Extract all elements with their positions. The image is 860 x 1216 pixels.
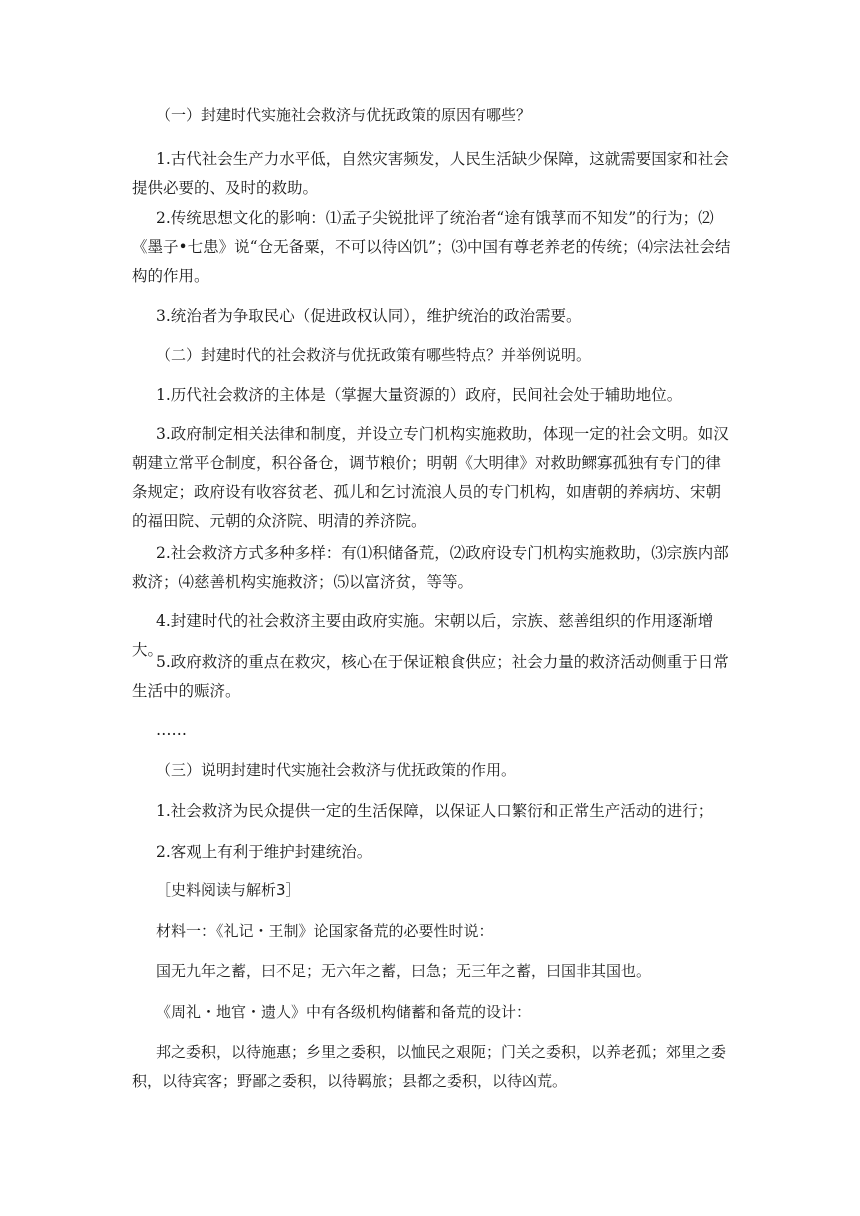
section-heading-2: （二）封建时代的社会救济与优抚政策有哪些特点？并举例说明。 <box>156 346 592 364</box>
paragraph-2-2: 3.政府制定相关法律和制度，并设立专门机构实施救助，体现一定的社会文明。如汉朝建立常平仓制度，积谷备仓，调节粮价；明朝《大明律》对救助鳏寡孤独有专门的律条规定；政府设有收容贫老、孤儿和乞讨流浪人员的专门机构，如唐朝的养病坊、宋朝的福田院、元朝的众济院、明清的养济院。 <box>132 425 729 530</box>
material-quote-1: 国无九年之蓄，曰不足；无六年之蓄，曰急；无三年之蓄，曰国非其国也。 <box>156 962 652 980</box>
paragraph-1-1: 1.古代社会生产力水平低，自然灾害频发，人民生活缺少保障，这就需要国家和社会提供必要的、及时的救助。 <box>132 150 729 197</box>
paragraph-3-1: 1.社会救济为民众提供一定的生活保障，以保证人口繁衍和正常生产活动的进行； <box>156 802 714 820</box>
paragraph-1-2: 2.传统思想文化的影响：⑴孟子尖锐批评了统治者“途有饿莩而不知发”的行为；⑵《墨子•七患》说“仓无备粟，不可以待凶饥”；⑶中国有尊老养老的传统；⑷宗法社会结构的作用。 <box>132 209 731 285</box>
material-intro-2: 《周礼・地官・遗人》中有各级机构储蓄和备荒的设计： <box>156 1003 532 1021</box>
section-heading-3: （三）说明封建时代实施社会救济与优抚政策的作用。 <box>156 761 517 779</box>
paragraph-2-5: 5.政府救济的重点在救灾，核心在于保证粮食供应；社会力量的救济活动侧重于日常生活中的赈济。 <box>132 653 729 700</box>
material-heading: ［史料阅读与解析3］ <box>156 881 301 899</box>
paragraph-3-2: 2.客观上有利于维护封建统治。 <box>156 843 373 861</box>
paragraph-2-1: 1.历代社会救济的主体是（掌握大量资源的）政府，民间社会处于辅助地位。 <box>156 386 683 404</box>
material-quote-2: 邦之委积，以待施惠；乡里之委积，以恤民之艰阨；门关之委积，以养老孤；郊里之委积，以待宾客；野鄙之委积，以待羁旅；县都之委积，以待凶荒。 <box>132 1043 727 1090</box>
ellipsis: …… <box>156 721 187 739</box>
paragraph-1-3: 3.统治者为争取民心（促进政权认同），维护统治的政治需要。 <box>156 307 582 325</box>
paragraph-2-4: 4.封建时代的社会救济主要由政府实施。宋朝以后，宗族、慈善组织的作用逐渐增大。 <box>132 612 714 659</box>
section-heading-1: （一）封建时代实施社会救济与优抚政策的原因有哪些？ <box>156 106 532 124</box>
material-intro-1: 材料一：《礼记・王制》论国家备荒的必要性时说： <box>156 922 494 940</box>
paragraph-2-3: 2.社会救济方式多种多样：有⑴积储备荒，⑵政府设专门机构实施救助，⑶宗族内部救济；⑷慈善机构实施救济；⑸以富济贫，等等。 <box>132 544 729 591</box>
